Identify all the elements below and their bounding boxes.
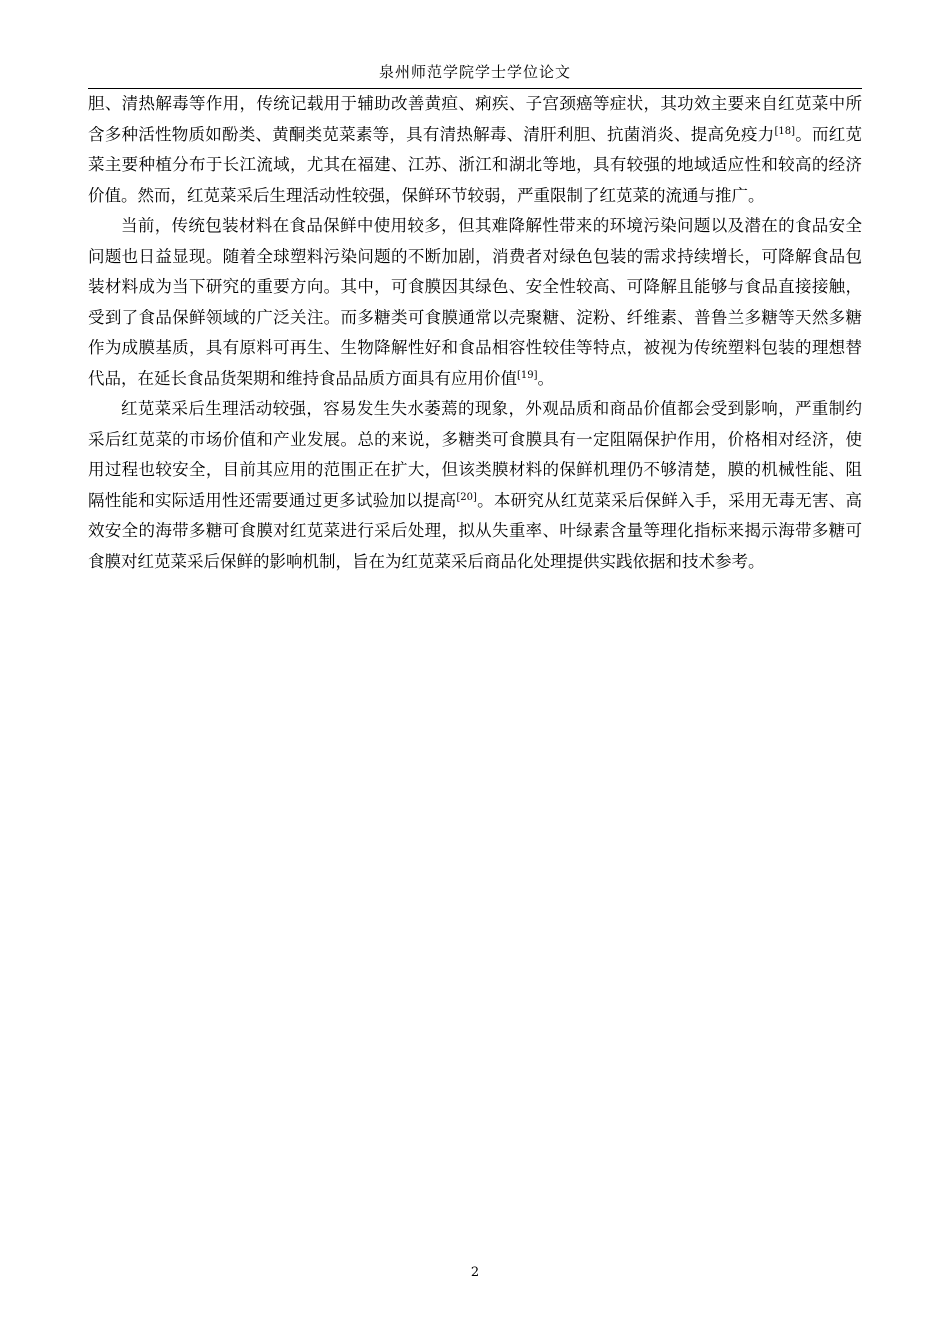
citation-marker: [20] — [456, 491, 477, 503]
text-run: 。本研究从红苋菜采后保鲜入手，采用无毒无害、高效安全的海带多糖可食膜对红苋菜进行采后处理，拟从失重率、叶绿素含量等理化指标来揭示海带多糖可食膜对红苋菜采后保鲜的影响机制，旨在为红苋菜采后商品化处理提供实践依据和技术参考。 — [88, 490, 863, 571]
page-number: 2 — [470, 1265, 480, 1280]
text-run: 红苋菜采后生理活动较强，容易发生失水萎蔫的现象，外观品质和商品价值都会受到影响，严重制约采后红苋菜的市场价值和产业发展。总的来说，多糖类可食膜具有一定阻隔保护作用，价格相对经济，使用过程也较安全，目前其应用的范围正在扩大，但该类膜材料的保鲜机理仍不够清楚，膜的机械性能、阻隔性能和实际适用性还需要通过更多试验加以提高 — [88, 399, 862, 510]
paragraph — [88, 89, 862, 211]
text-run: 。而红苋菜主要种植分布于长江流域，尤其在福建、江苏、浙江和湖北等地，具有较强的地域适应性和较高的经济价值。然而，红苋菜采后生理活动性较强，保鲜环节较弱，严重限制了红苋菜的流通与推广。 — [88, 124, 863, 205]
citation-marker: [19] — [517, 369, 538, 381]
running-header: 泉州师范学院学士学位论文 — [378, 63, 571, 81]
text-run: 胆、清热解毒等作用，传统记载用于辅助改善黄疸、痢疾、子宫颈癌等症状，其功效主要来自红苋菜中所含多种活性物质如酚类、黄酮类苋菜素等，具有清热解毒、清肝利胆、抗菌消炎、提高免疫力 — [88, 94, 862, 144]
text-run: 当前，传统包装材料在食品保鲜中使用较多，但其难降解性带来的环境污染问题以及潜在的食品安全问题也日益显现。随着全球塑料污染问题的不断加剧，消费者对绿色包装的需求持续增长，可降解食品包装材料成为当下研究的重要方向。其中，可食膜因其绿色、安全性较高、可降解且能够与食品直接接触，受到了食品保鲜领域的广泛关注。而多糖类可食膜通常以壳聚糖、淀粉、纤维素、普鲁兰多糖等天然多糖作为成膜基质，具有原料可再生、生物降解性好和食品相容性较佳等特点，被视为传统塑料包装的理想替代品，在延长食品货架期和维持食品品质方面具有应用价值 — [88, 216, 862, 388]
paragraph — [88, 211, 862, 394]
body-text — [88, 89, 862, 577]
text-run: 。 — [537, 368, 555, 388]
citation-marker: [18] — [774, 125, 796, 137]
paragraph — [88, 394, 862, 577]
